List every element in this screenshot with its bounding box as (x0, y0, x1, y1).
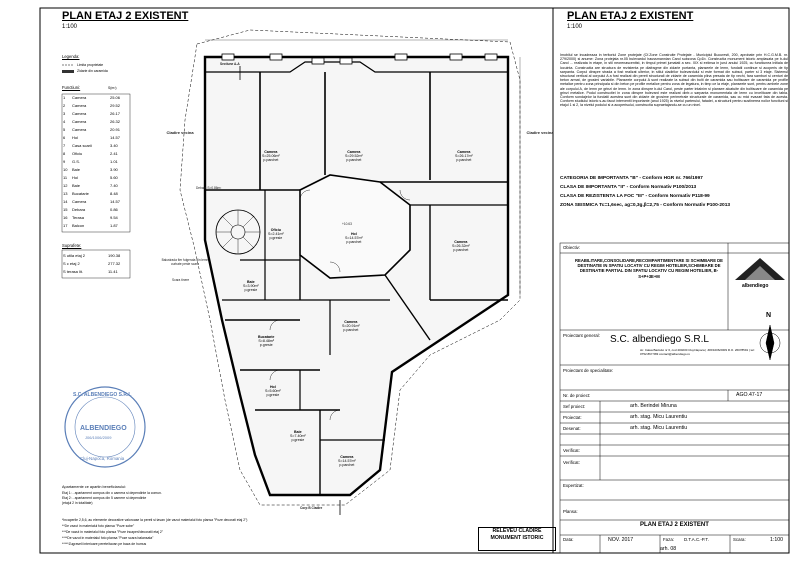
room-label: Baie S=7.40m² p.gresie (290, 430, 306, 442)
function-row-name: Hol (72, 175, 79, 180)
function-row-number: 5 (63, 127, 66, 132)
function-row-area: 2.41 (110, 151, 118, 156)
phase-label: Faza: (663, 537, 674, 542)
category-line: CLASA DE REZISTENTA LA FOC "III" - Conform Normativ P118-99 (560, 194, 710, 199)
category-line: ZONA SEISMICA Tc=1,6sec, ag=0,3g,β=2,75 - Conform Normativ P100-2013 (560, 203, 731, 208)
right-scale: 1:100 (567, 24, 583, 30)
function-row-name: Camera (72, 127, 87, 132)
function-row-area: 14.57 (110, 135, 121, 140)
room-label: Hol S=14.57m² p.parchet (345, 232, 363, 244)
function-row-name: G.S. (72, 159, 81, 164)
date-label: Data: (563, 537, 574, 542)
function-row-name: Camera (72, 199, 87, 204)
function-row-area: 3.90 (110, 167, 118, 172)
function-row-name: Camera (72, 111, 87, 116)
function-row-area: 8.48 (110, 191, 118, 196)
scale-value: 1:100 (770, 537, 783, 543)
stair-note: Scara tinere (172, 278, 190, 282)
functions-heading: Functiuni: (62, 85, 81, 90)
footnote: *Incaperile 2,5,6, au elemente decorative valoroase la pereti si tavan (de vazut materialul foto plansa "Poze decorati etaj 2") (62, 518, 248, 522)
scale-label: Scara: (733, 537, 746, 542)
legend-item: Zidarie din caramida (77, 69, 108, 73)
function-row-number: 9 (63, 159, 66, 164)
function-row-area: 26.17 (110, 111, 121, 116)
north-label: N (766, 312, 772, 319)
verified-label: Verificat: (563, 448, 580, 453)
expert-label: Expertizat: (563, 483, 584, 488)
contract-value: AGO.47-17 (736, 392, 763, 398)
function-row-number: 11 (63, 175, 68, 180)
objective-label: Obiectiv: (563, 245, 581, 250)
stamp-bottom-text: Cluj-Napoca, Romania (80, 456, 125, 461)
footnote: ***De vazut in materialul foto plansa "Poze incaperi/decoratii etaj 2" (62, 530, 163, 534)
room-label: Camera S=29.52m² p.parchet (345, 150, 363, 162)
functions-unit: S(m²) (108, 86, 117, 90)
logo-text: albendiego (742, 283, 769, 289)
section-a-label: Sectiune A-A (220, 62, 240, 66)
function-row-area: 26.32 (110, 119, 121, 124)
role-label: Sef proiect: (563, 404, 586, 409)
room-label: Camera S=20.91m² p.parchet (342, 320, 360, 332)
surfaces-heading: Suprafete: (62, 243, 82, 248)
designer-name: S.C. albendiego S.R.L (610, 334, 709, 345)
function-row-name: Balcon (72, 223, 85, 228)
footnote: ****De vazut in materialul foto plansa "Poze scara balansata" (62, 536, 154, 540)
function-row-name: Hol (72, 135, 79, 140)
function-row-number: 13 (63, 191, 68, 196)
level-mark: +10.63 (342, 222, 352, 226)
surface-label: S c etaj 2 (63, 261, 80, 266)
function-row-name: Baie (72, 183, 81, 188)
sheet-title: PLAN ETAJ 2 EXISTENT (640, 522, 709, 528)
role-name: arh. stag. Micu Laurentiu (630, 414, 688, 420)
function-row-name: Terasa (72, 215, 85, 220)
debara-label: Debara S=0.86m² (196, 186, 222, 190)
left-scale: 1:100 (62, 24, 78, 30)
function-row-area: 25.06 (110, 95, 121, 100)
function-row-area: 0.86 (110, 207, 118, 212)
role-label: Proiectat: (563, 415, 582, 420)
objective-text: REABILITARE,CONSOLIDARE,RECOMPARTIMENTARE SI SCHIMBARE DE DESTINATIE IN SPATIU LOCATIV CU REGIM HOTELIER,SCHIMBARE DE DESTINATIE PARTIAL DIN SPATIU LOCATIV CU REGIM HOTELIER, B-S+P+3E+M (575, 258, 723, 279)
function-row-area: 14.57 (110, 199, 121, 204)
role-label: Desenat: (563, 426, 581, 431)
function-row-name: Casa scarii (72, 143, 92, 148)
surface-value: 190.38 (108, 253, 121, 258)
function-row-area: 5.60 (110, 175, 118, 180)
phase-value: D.T.A.C.-P.T. (684, 537, 709, 542)
apartments-heading: Apartamente ce apartin beneficiarului: (62, 485, 126, 489)
room-label: Bucatarie S=8.48m² p.gresie (258, 335, 275, 347)
surface-value: 277.32 (108, 261, 121, 266)
function-row-number: 3 (63, 111, 66, 116)
function-row-name: Camera (72, 103, 87, 108)
function-row-number: 10 (63, 167, 68, 172)
function-row-name: Bucatarie (72, 191, 89, 196)
function-row-area: 3.40 (110, 143, 118, 148)
description-text: Imobilul se incadreaza in teritoriul Zone protejate (Cf.Zone Construite Protejate - Municipiul Bucuresti, 200, aprobate prin H.C.G.M.B. nr. 279/2000) si anume: Zona protejata nr.05 bulevardul haussmannian Carol subzona Cp1b. Constructia monument istoric amplasata pe b-dul Carol ... realizata in etape, in stil neorenascentist, in timpul primei jumatati a sec. XIX si extinsa in jurul anului 1925, cu functiunea initiala de locuinta. Constructia are structura de rezistenta pe diafragme din zidarie portanta, planseele de lemn, fundatii continue si acoperis de tip sarpanta. Corpul dinspre strada a fost realizat ulterior, in stilul cladirilor bulevardului si este format din subsol, parter si 3 etaje. Sistemul structural vertical al corpului A a fost realizat din pereti structurali de zidarie de caramida plina presata de tip vechi, fara samburi si centuri de beton armat, de grosimi variabile. Planseele corpului A sunt realizate la subsol din bolti de caramida sau boltisoare de caramida pe profile metalice pentru zona principala si din beton pe profile metalice pentru zona de legatura, in timp ce la etaje, planseele sunt, pentru ambele zone ale corpului A, de lemn pe grinzi de lemn. In zona dinspre b-dul Carol, peste parter intalnim si plansee alcatuite din boltisoare de caramida pe grinzi metalice. Podul constructiei in zona dinspre bulevard este realizat dintr-o sarpanta monumentala de lemn cu invelitoare din tabla. Conform sondajelor la fundatii acestea sunt din zidarie de grosime perimetrale structurale de caramida, sau cu mici evazari fata de acesta. Conform studiului istoric s-au facut interventii importante (anul 1925) la nivelul parterului, fatadei, a structurii pentru sustinerea noilor functiuni si etajul 1 si 2, la nivelul podului si a acoperisului, constructia supraetajandu-se cu un nivel. (560, 53, 788, 108)
function-row-number: 12 (63, 183, 68, 188)
function-row-name: Baie (72, 167, 81, 172)
neighbor-left-label: Cladire vecina (166, 130, 194, 135)
designer-label: Proiectant general: (563, 333, 600, 338)
function-row-number: 1 (63, 95, 66, 100)
function-row-name: Camera (72, 95, 87, 100)
function-row-area: 1.01 (110, 159, 118, 164)
neighbor-right-label: Cladire vecina (526, 130, 554, 135)
section-b-label: Corp B Cladire (300, 506, 323, 510)
category-line: CLASA DE IMPORTANTA "II" - Conform Normativ P100/2013 (560, 185, 697, 190)
stamp-middle-text: ALBENDIEGO (80, 425, 127, 432)
function-row-name: Debara (72, 207, 86, 212)
date-value: NOV. 2017 (608, 537, 634, 543)
function-row-number: 4 (63, 119, 66, 124)
floor-plan (180, 30, 520, 515)
drawing-number: arh. 08 (660, 546, 677, 552)
specialty-label: Proiectant de specialitate: (563, 368, 614, 373)
surface-label: S utila etaj 2 (63, 253, 86, 258)
function-row-area: 29.52 (110, 103, 121, 108)
function-row-area: 20.91 (110, 127, 121, 132)
footnote: *****Zugraveli interioare perete/tavan pe baza de humus (62, 542, 147, 546)
function-row-number: 8 (63, 151, 66, 156)
role-name: arh. stag. Micu Laurentiu (630, 425, 688, 431)
designer-details: str. Calea Baciului nr 6, cod 400230 Cluj-Napoca | J06/1006/2009 R.O. 26078591 | tel: 0752.867.583 contact@albendiego.ro (640, 348, 755, 356)
room-label: Camera S=14.57m² p.parchet (338, 455, 356, 467)
contract-label: Nr. de proiect: (563, 393, 591, 398)
albendiego-logo-icon (735, 258, 785, 280)
room-label: Hol S=5.60m² p.gresie (265, 385, 281, 397)
balcony-note: Balustrada fier fulgerata din lemn curbate peste scara (161, 258, 209, 266)
surface-value: 11.41 (108, 269, 118, 274)
function-row-number: 2 (63, 103, 66, 108)
function-row-area: 1.87 (110, 223, 118, 228)
function-row-number: 6 (63, 135, 66, 140)
legend-heading: Legenda: (62, 54, 80, 59)
room-label: Baie S=3.90m² p.gresie (243, 280, 259, 292)
function-row-number: 15 (63, 207, 68, 212)
function-row-name: Oficiu (72, 151, 83, 156)
function-row-number: 16 (63, 215, 68, 220)
function-row-number: 14 (63, 199, 68, 204)
function-row-area: 9.54 (110, 215, 118, 220)
room-label: Camera S=26.32m² p.parchet (452, 240, 470, 252)
releveu-label: RELEVEU CLADIRE MONUMENT ISTORIC (478, 527, 556, 551)
category-line: CATEGORIA DE IMPORTANTA "B" - Conform HGR nr. 766/1997 (560, 176, 703, 181)
left-title: PLAN ETAJ 2 EXISTENT (62, 10, 189, 22)
apartments-line: (etajul 2 in totalitate) (62, 501, 93, 505)
title-block (560, 243, 789, 553)
footnote: **De vazut in materialul foto plansa "Poze sobe" (62, 524, 135, 528)
stamp-top-text: S.C. ALBENDIEGO S.R.L (73, 392, 132, 398)
legend-item: Limita proprietate (77, 63, 104, 67)
stamp-code-text: J06/1006/2009 (85, 435, 112, 440)
apartments-line: Etaj 1: - apartament compus din o camera si dependinte la comun. (62, 491, 162, 495)
function-row-area: 7.40 (110, 183, 118, 188)
room-label: Oficiu S=2.41m² p.gresie (268, 228, 284, 240)
function-row-number: 7 (63, 143, 66, 148)
right-title: PLAN ETAJ 2 EXISTENT (567, 10, 694, 22)
function-row-number: 17 (63, 223, 68, 228)
sheet-label: Plansa: (563, 509, 578, 514)
function-row-name: Camera (72, 119, 87, 124)
apartments-line: Etaj 2: - apartament compus din 5 camere si dependinte (62, 496, 147, 500)
role-name: arh. Berindei Miruna (630, 403, 677, 409)
verified-label: Verificat: (563, 460, 580, 465)
surface-label: S terasa lit. (63, 269, 84, 274)
room-label: Camera S=25.06m² p.parchet (262, 150, 280, 162)
room-label: Camera S=26.17m² p.parchet (455, 150, 473, 162)
